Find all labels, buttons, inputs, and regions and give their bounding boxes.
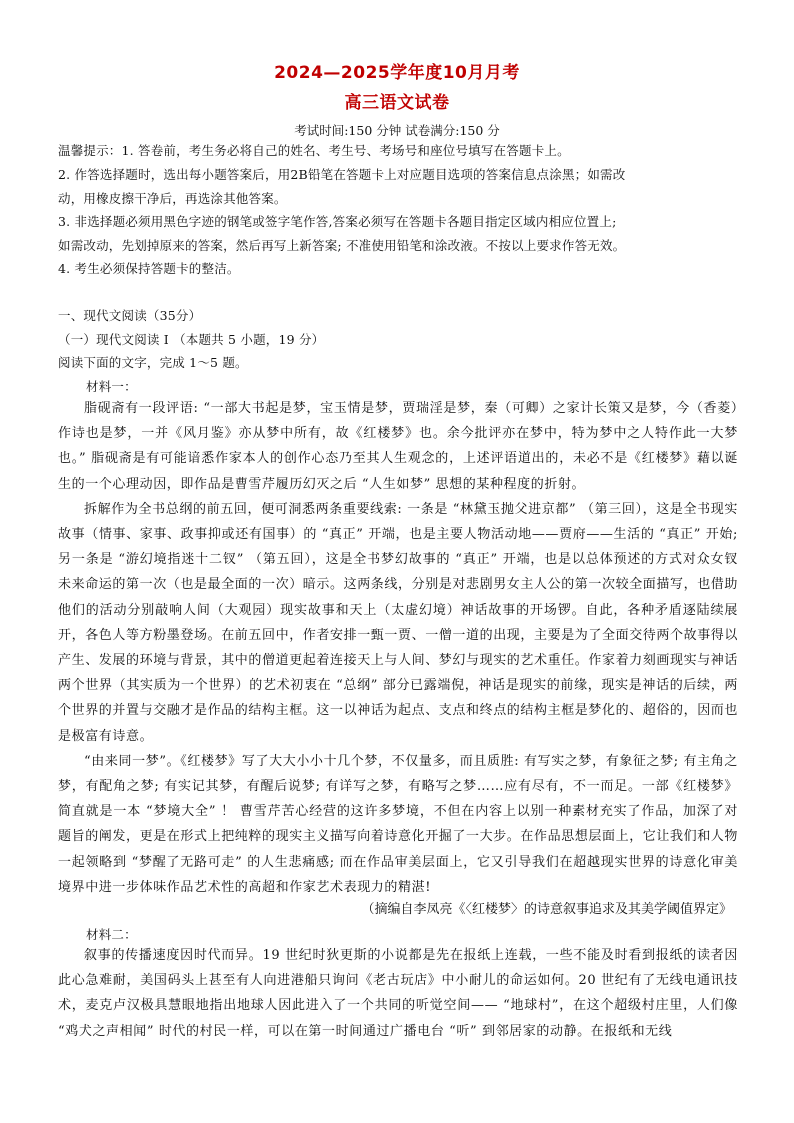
source-citation: （摘编自李凤亮《〈红楼梦〉的诗意叙事追求及其美学阈值界定》: [361, 902, 732, 917]
reading-instruction: 阅读下面的文字，完成 1～5 题。: [58, 355, 248, 370]
material-one-text: [58, 396, 738, 900]
notice-line: 2. 作答选择题时，选出每小题答案后，用2B铅笔在答题卡上对应题目选项的答案信息点涂黑；如需改: [58, 167, 626, 182]
exam-title: 2024—2025学年度10月月考: [274, 63, 520, 83]
subsection-heading: （一）现代文阅读 I （本题共 5 小题，19 分）: [58, 332, 325, 347]
exam-info: 考试时间:150 分钟 试卷满分:150 分: [294, 123, 500, 138]
paragraph: 叙事的传播速度因时代而异。19 世纪时狄更斯的小说都是先在报纸上连载，一些不能及时看到报纸的读者因此心急难耐，美国码头上甚至有人向进港船只询问《老古玩店》中小耐儿的命运如何。20 世纪有了无线电通讯技术，麦克卢汉极具慧眼地指出地球人因此进入了一个共同的听觉空间—— “地球村”，在这个超级村庄里，人们像 “鸡犬之声相闻” 时代的村民一样，可以在第一时间通过广播电台 “听” 到邻居家的动静。在报纸和无线: [58, 948, 738, 1039]
paragraph: 拆解作为全书总纲的前五回，便可洞悉两条重要线索: 一条是 “林黛玉抛父进京都” （第三回），这是全书现实故事（情事、家事、政事抑或还有国事）的 “真正” 开端，也是主要人物活动地——贾府——生活的 “真正” 开始; 另一条是 “游幻境指迷十二钗” （第五回），这是全书梦幻故事的 “真正” 开端，也是以总体预述的方式对众女钗未来命运的第一次（也是最全面的一次）暗示。这两条线，分别是对悲剧男女主人公的第一次较全面描写，也借助他们的活动分别敲响人间（大观园）现实故事和天上（太虚幻境）神话故事的开场锣。自此，各种矛盾逐陆续展开，各色人等方粉墨登场。在前五回中，作者安排一甄一贾、一僧一道的出现，主要是为了全面交待两个故事得以产生、发展的环境与背景，其中的僧道更起着连接天上与人间、梦幻与现实的艺术重任。作家着力刻画现实与神话两个世界（其实质为一个世界）的艺术初衷在 “总纲” 部分已露端倪，神话是现实的前缘，现实是神话的后续，两个世界的并置与交融才是作品的结构主框。这一以神话为起点、支点和终点的结构主框是梦化的、超俗的，因而也是极富有诗意。: [58, 501, 739, 744]
paragraph: “由来同一梦”。《红楼梦》写了大大小小十几个梦，不仅量多，而且质胜: 有写实之梦，有象征之梦; 有主角之梦，有配角之梦; 有实记其梦，有醒后说梦; 有详写之梦，有略写之梦……应有尽有，不一而足。一部《红楼梦》简直就是一本 “梦境大全” ！ 曹雪芹苦心经营的这许多梦境，不但在内容上以别一种素材充实了作品，加深了对题旨的阐发，更是在形式上把纯粹的现实主义描写向着诗意化开掘了一大步。在作品思想层面上，它让我们和人物一起领略到 “梦醒了无路可走” 的人生悲痛感; 而在作品审美层面上，它又引导我们在超越现实世界的诗意化审美境界中进一步体味作品艺术性的高超和作家艺术表现力的精湛!: [58, 753, 739, 895]
material-two-label: 材料二：: [86, 927, 137, 942]
exam-subtitle: 高三语文试卷: [344, 93, 450, 113]
notice-line: 动，用橡皮擦干净后，再选涂其他答案。: [58, 191, 287, 206]
notice-line: 如需改动，先划掉原来的答案，然后再写上新答案; 不准使用铅笔和涂改液。不按以上要求作答无效。: [58, 238, 626, 253]
notice-line: 温馨提示：1. 答卷前，考生务必将自己的姓名、考生号、考场号和座位号填写在答题卡上。: [58, 143, 570, 158]
paragraph: 脂砚斋有一段评语: “一部大书起是梦，宝玉情是梦，贾瑞淫是梦，秦（可卿）之家计长策又是梦，今（香菱）作诗也是梦，一并《风月鉴》亦从梦中所有，故《红楼梦》也。余今批评亦在梦中，特为梦中之人特作此一大梦也。” 脂砚斋是有可能谙悉作家本人的创作心态乃至其人生观念的，上述评语道出的，未必不是《红楼梦》藉以诞生的一个心理动因，即作品是曹雪芹履历幻灭之后 “人生如梦” 思想的某种程度的折射。: [58, 401, 738, 492]
material-two-text: [58, 943, 738, 1044]
notice-line: 3. 非选择题必须用黑色字迹的钢笔或签字笔作答,答案必须写在答题卡各题目指定区域内相应位置上;: [58, 214, 617, 229]
material-one-label: 材料一：: [86, 379, 137, 394]
section-heading: 一、现代文阅读（35分）: [58, 308, 202, 323]
notice-line: 4. 考生必须保持答题卡的整洁。: [58, 261, 240, 276]
